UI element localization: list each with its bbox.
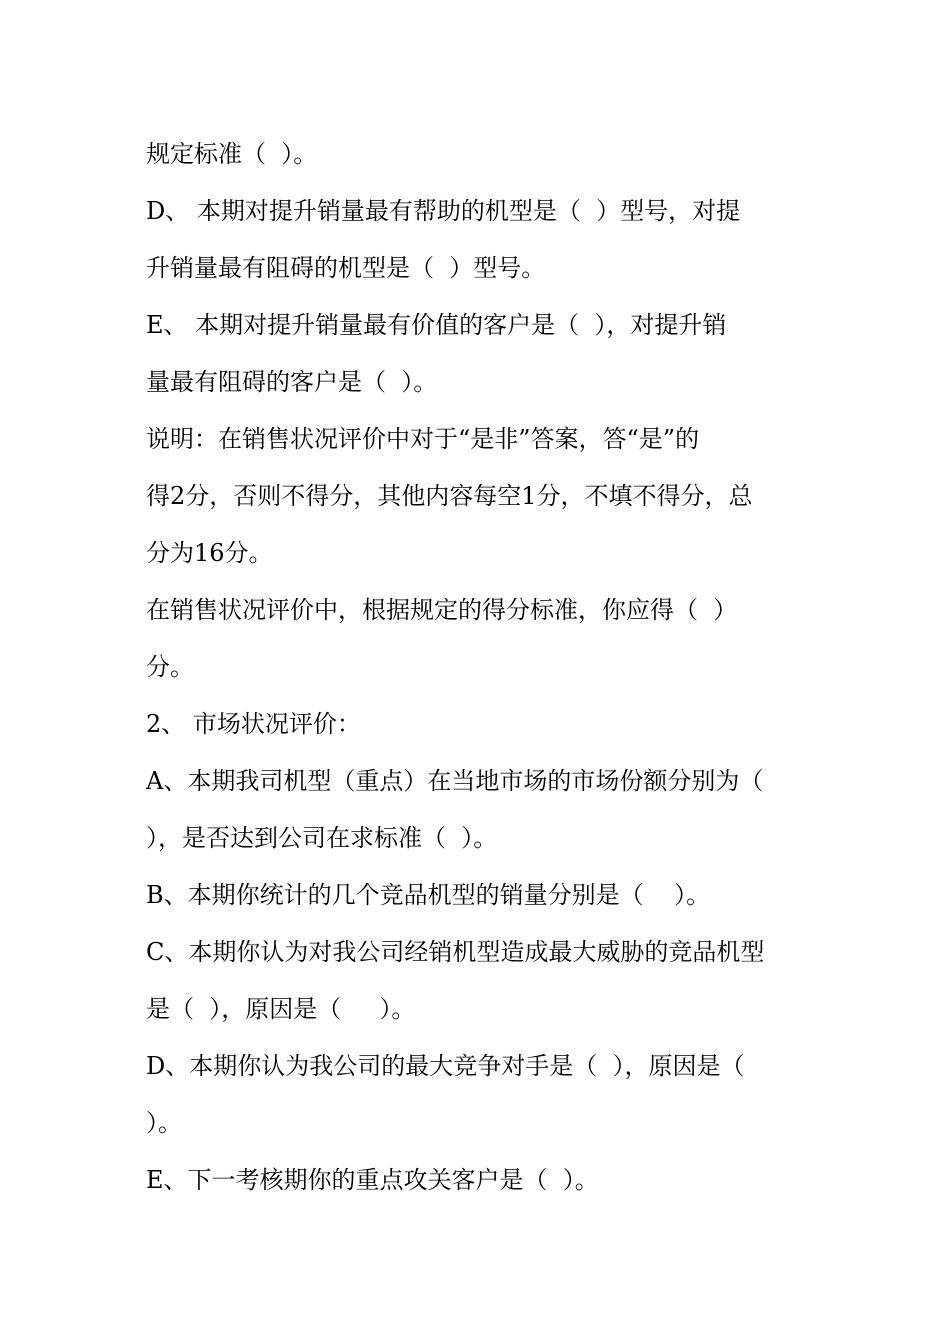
text-line: B、本期你统计的几个竞品机型的销量分别是（ ）。 (146, 881, 711, 909)
text-line: D、本期你认为我公司的最大竞争对手是（ ），原因是（ (146, 1052, 745, 1080)
section-heading: 2、 市场状况评价： (146, 710, 361, 738)
text-line: 分为16分。 (146, 539, 273, 567)
text-line: E、下一考核期你的重点攻关客户是（ ）。 (146, 1166, 599, 1194)
text-line: 在销售状况评价中，根据规定的得分标准，你应得（ ） (146, 596, 738, 624)
text-line: 量最有阻碍的客户是（ ）。 (146, 368, 438, 396)
text-line: ）。 (146, 1109, 182, 1137)
text-line: A、本期我司机型（重点）在当地市场的市场份额分别为（ (146, 767, 764, 795)
text-line: 升销量最有阻碍的机型是（ ）型号。 (146, 254, 546, 282)
text-line: 分。 (146, 653, 194, 681)
text-line: C、本期你认为对我公司经销机型造成最大威胁的竞品机型 (146, 938, 765, 966)
text-line: 是（ ），原因是（ ）。 (146, 995, 416, 1023)
document-body (146, 126, 808, 1209)
text-line: 说明：在销售状况评价中对于“是非”答案，答“是”的 (146, 425, 700, 453)
text-line: 规定标准（ ）。 (146, 140, 318, 168)
text-line: 得2分，否则不得分，其他内容每空1分，不填不得分，总 (146, 482, 753, 510)
text-line: D、 本期对提升销量最有帮助的机型是（ ）型号，对提 (146, 197, 741, 225)
text-line: E、 本期对提升销量最有价值的客户是（ ），对提升销 (146, 311, 727, 339)
text-line: ），是否达到公司在求标准（ ）。 (146, 824, 498, 852)
